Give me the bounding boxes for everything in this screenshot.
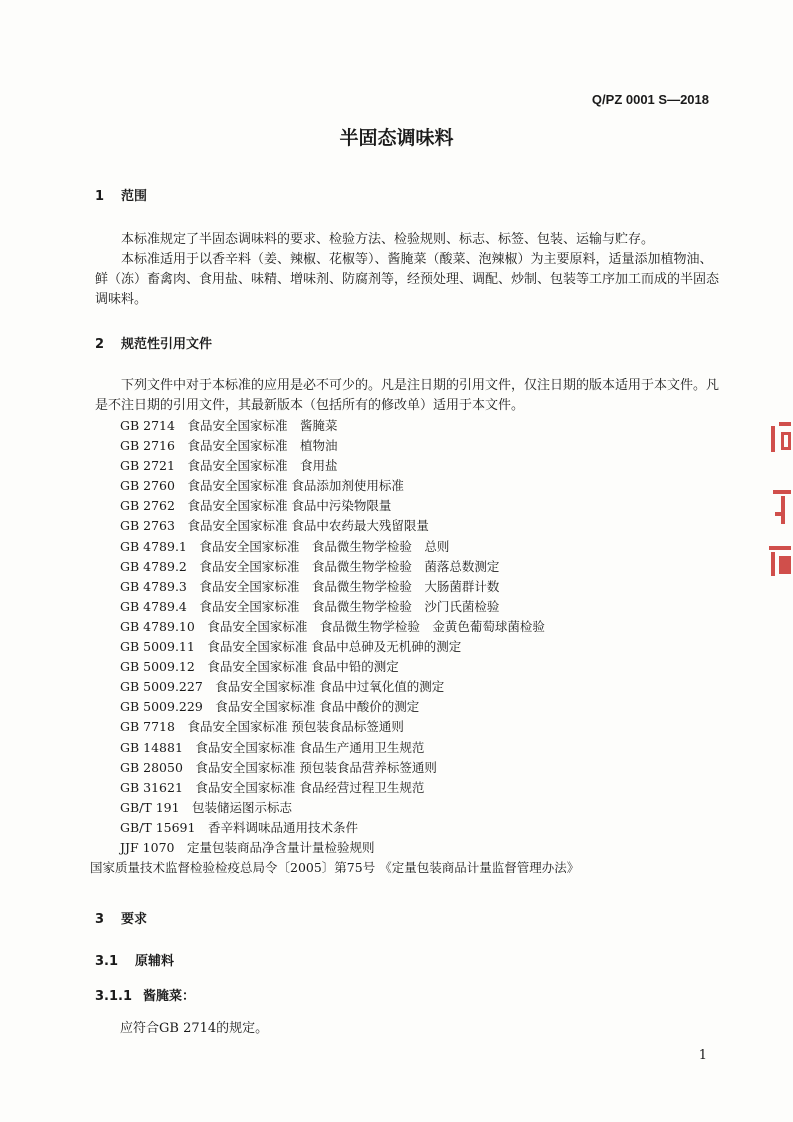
reference-item: GB 5009.11 食品安全国家标准 食品中总砷及无机砷的测定 [120,639,462,655]
reference-item: GB 5009.12 食品安全国家标准 食品中铅的测定 [120,659,399,675]
section-number: 1 [95,189,105,204]
reference-item: GB 28050 食品安全国家标准 预包装食品营养标签通则 [120,759,437,775]
reference-item: GB 4789.4 食品安全国家标准 食品微生物学检验 沙门氏菌检验 [120,598,500,614]
reference-item: GB 7718 食品安全国家标准 预包装食品标签通则 [120,719,404,735]
reference-item: GB 31621 食品安全国家标准 食品经营过程卫生规范 [120,779,425,795]
document-title: 半固态调味料 [339,127,454,149]
reference-item: GB 2763 食品安全国家标准 食品中农药最大残留限量 [120,518,429,534]
section-number: 3.1 [95,954,119,969]
section-3-heading [95,908,147,927]
section-number: 2 [95,337,105,352]
paragraph: 本标准规定了半固态调味料的要求、检验方法、检验规则、标志、标签、包装、运输与贮存。 [121,232,655,247]
reference-item: GB 2716 食品安全国家标准 植物油 [120,438,338,454]
reference-item: GB 4789.10 食品安全国家标准 食品微生物学检验 金黄色葡萄球菌检验 [120,618,545,634]
reference-item: GB/T 15691 香辛料调味品通用技术条件 [120,819,358,835]
section-number: 3.1.1 [95,989,133,1004]
section-1-body [95,230,725,310]
paragraph: 下列文件中对于本标准的应用是必不可少的。凡是注日期的引用文件，仅注日期的版本适用于本文件。凡是不注日期的引用文件，其最新版本（包括所有的修改单）适用于本文件。 [95,378,720,413]
reference-item: GB 5009.227 食品安全国家标准 食品中过氧化值的测定 [120,679,445,695]
standard-code: Q/PZ 0001 S—2018 [591,92,709,107]
section-title: 规范性引用文件 [121,337,213,352]
page-number: 1 [698,1048,707,1063]
reference-item: GB/T 191 包装储运图示标志 [120,799,293,815]
seal-stamp-fragment [761,418,793,578]
section-title: 酱腌菜： [143,989,196,1004]
reference-list [90,416,580,878]
reference-item: GB 2714 食品安全国家标准 酱腌菜 [120,418,338,433]
reference-item: 国家质量技术监督检验检疫总局令〔2005〕第75号 《定量包装商品计量监督管理办法》 [90,860,580,876]
reference-item: GB 14881 食品安全国家标准 食品生产通用卫生规范 [120,739,425,755]
section-number: 3 [95,912,105,927]
section-3-1-heading [95,950,174,969]
reference-item: GB 2721 食品安全国家标准 食用盐 [120,458,338,474]
reference-item: GB 5009.229 食品安全国家标准 食品中酸价的测定 [120,699,420,715]
reference-item: GB 4789.3 食品安全国家标准 食品微生物学检验 大肠菌群计数 [120,578,500,594]
reference-item: JJF 1070 定量包装商品净含量计量检验规则 [120,839,375,855]
section-3-1-1-text: 应符合GB 2714的规定。 [120,1021,269,1036]
paragraph: 本标准适用于以香辛料（姜、辣椒、花椒等）、酱腌菜（酸菜、泡辣椒）为主要原料，适量添加植物油、鲜（冻）畜禽肉、食用盐、味精、增味剂、防腐剂等，经预处理、调配、炒制、包装等工序加工而成的半固态调味料。 [95,252,720,307]
section-1-heading [95,185,147,204]
section-title: 原辅料 [135,954,175,969]
section-title: 范围 [121,189,148,204]
section-3-1-1-heading [95,985,195,1004]
reference-item: GB 4789.1 食品安全国家标准 食品微生物学检验 总则 [120,538,450,554]
reference-item: GB 2760 食品安全国家标准 食品添加剂使用标准 [120,478,404,494]
section-2-intro [95,376,725,416]
section-2-heading [95,333,212,352]
reference-item: GB 2762 食品安全国家标准 食品中污染物限量 [120,498,392,514]
section-title: 要求 [121,912,148,927]
reference-item: GB 4789.2 食品安全国家标准 食品微生物学检验 菌落总数测定 [120,558,500,574]
